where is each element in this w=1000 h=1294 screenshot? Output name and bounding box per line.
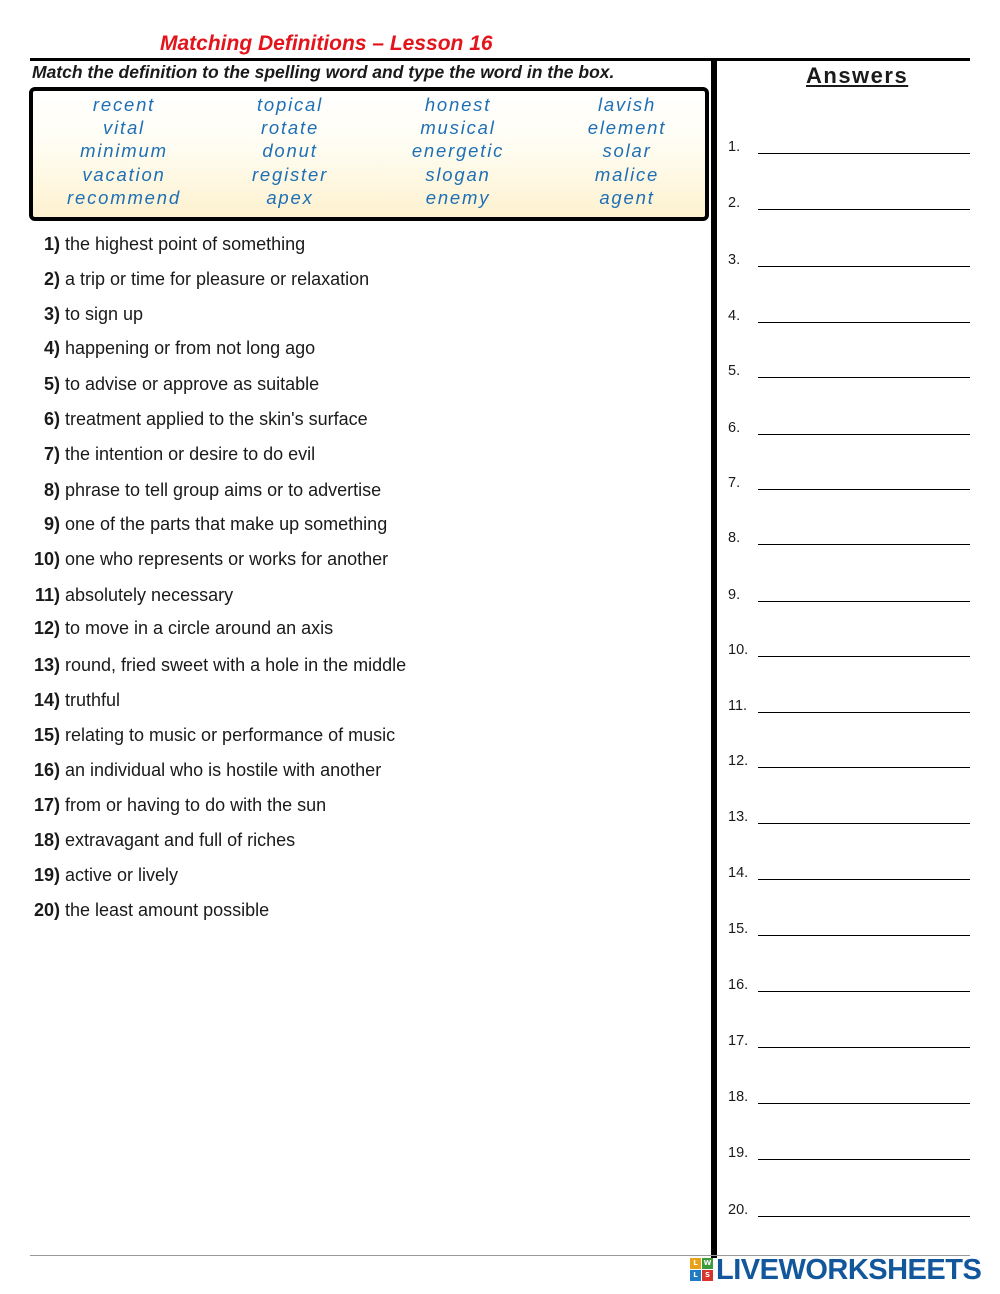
word-bank-word: enemy xyxy=(425,186,491,208)
answer-field[interactable]: 5. xyxy=(728,363,970,383)
definition-item: 20) the least amount possible xyxy=(33,900,270,920)
word-bank-word: donut xyxy=(262,140,318,162)
answer-field[interactable]: 16. xyxy=(728,977,970,997)
definition-item: 6) treatment applied to the skin's surface xyxy=(43,409,368,429)
definition-item: 5) to advise or approve as suitable xyxy=(43,374,320,394)
answers-heading: Answers xyxy=(806,63,909,88)
answer-field[interactable]: 1. xyxy=(728,139,970,159)
definition-item: 18) extravagant and full of riches xyxy=(33,830,296,850)
word-bank-word: rotate xyxy=(260,117,320,139)
definition-item: 4) happening or from not long ago xyxy=(43,338,316,358)
answer-field[interactable]: 11. xyxy=(728,698,970,718)
word-bank-column-1 xyxy=(39,93,209,209)
liveworksheets-logo-icon: L W L S xyxy=(690,1258,714,1282)
definition-item: 12) to move in a circle around an axis xyxy=(33,618,334,638)
definition-item: 8) phrase to tell group aims or to advertise xyxy=(43,480,382,500)
answer-field[interactable]: 6. xyxy=(728,420,970,440)
answer-field[interactable]: 7. xyxy=(728,475,970,495)
word-bank-column-2 xyxy=(205,93,375,209)
word-bank-word: element xyxy=(587,117,667,139)
column-divider xyxy=(711,60,717,1258)
word-bank-word: musical xyxy=(420,117,496,139)
definition-item: 13) round, fried sweet with a hole in the middle xyxy=(33,655,407,675)
answer-field[interactable]: 15. xyxy=(728,921,970,941)
answer-field[interactable]: 17. xyxy=(728,1033,970,1053)
answer-field[interactable]: 2. xyxy=(728,195,970,215)
definition-item: 14) truthful xyxy=(33,690,121,710)
definition-item: 17) from or having to do with the sun xyxy=(33,795,327,815)
answer-field[interactable]: 14. xyxy=(728,865,970,885)
answer-field[interactable]: 10. xyxy=(728,642,970,662)
word-bank-word: honest xyxy=(424,94,492,115)
answer-field[interactable]: 13. xyxy=(728,809,970,829)
word-bank-word: apex xyxy=(266,186,314,208)
definition-item: 16) an individual who is hostile with another xyxy=(33,760,382,780)
definition-item: 11) absolutely necessary xyxy=(34,585,234,605)
word-bank-word: recommend xyxy=(67,186,181,208)
answer-field[interactable]: 3. xyxy=(728,252,970,272)
word-bank-word: lavish xyxy=(597,94,657,115)
word-bank-column-4 xyxy=(542,93,712,209)
definition-item: 7) the intention or desire to do evil xyxy=(43,444,316,464)
answer-field[interactable]: 19. xyxy=(728,1145,970,1165)
definition-item: 15) relating to music or performance of music xyxy=(33,725,396,745)
definition-item: 10) one who represents or works for another xyxy=(33,549,389,569)
definition-item: 2) a trip or time for pleasure or relaxation xyxy=(43,269,370,289)
definition-item: 3) to sign up xyxy=(43,304,144,324)
answer-field[interactable]: 4. xyxy=(728,308,970,328)
word-bank-word: topical xyxy=(256,94,324,115)
word-bank-word: slogan xyxy=(425,163,491,185)
answer-field[interactable]: 18. xyxy=(728,1089,970,1109)
word-bank-word: solar xyxy=(602,140,652,162)
answer-field[interactable]: 8. xyxy=(728,530,970,550)
definition-item: 19) active or lively xyxy=(33,865,179,885)
instructions: Match the definition to the spelling word and type the word in the box. xyxy=(32,62,615,82)
word-bank-word: register xyxy=(251,163,329,185)
word-bank-word: agent xyxy=(599,186,655,208)
word-bank-word: malice xyxy=(594,163,660,185)
liveworksheets-logo xyxy=(690,1255,981,1285)
answer-field[interactable]: 12. xyxy=(728,753,970,773)
definition-item: 1) the highest point of something xyxy=(43,234,306,254)
word-bank xyxy=(29,87,709,221)
worksheet-title: Matching Definitions – Lesson 16 xyxy=(160,32,493,55)
word-bank-column-3 xyxy=(373,93,543,209)
word-bank-word: vital xyxy=(103,117,145,139)
top-divider xyxy=(30,58,970,61)
word-bank-word: minimum xyxy=(80,140,168,162)
answer-field[interactable]: 20. xyxy=(728,1202,970,1222)
liveworksheets-logo-text: LIVEWORKSHEETS xyxy=(716,1253,982,1286)
word-bank-word: energetic xyxy=(411,140,505,162)
word-bank-word: recent xyxy=(92,94,156,115)
answer-field[interactable]: 9. xyxy=(728,587,970,607)
word-bank-word: vacation xyxy=(82,163,166,185)
definition-item: 9) one of the parts that make up something xyxy=(43,514,388,534)
